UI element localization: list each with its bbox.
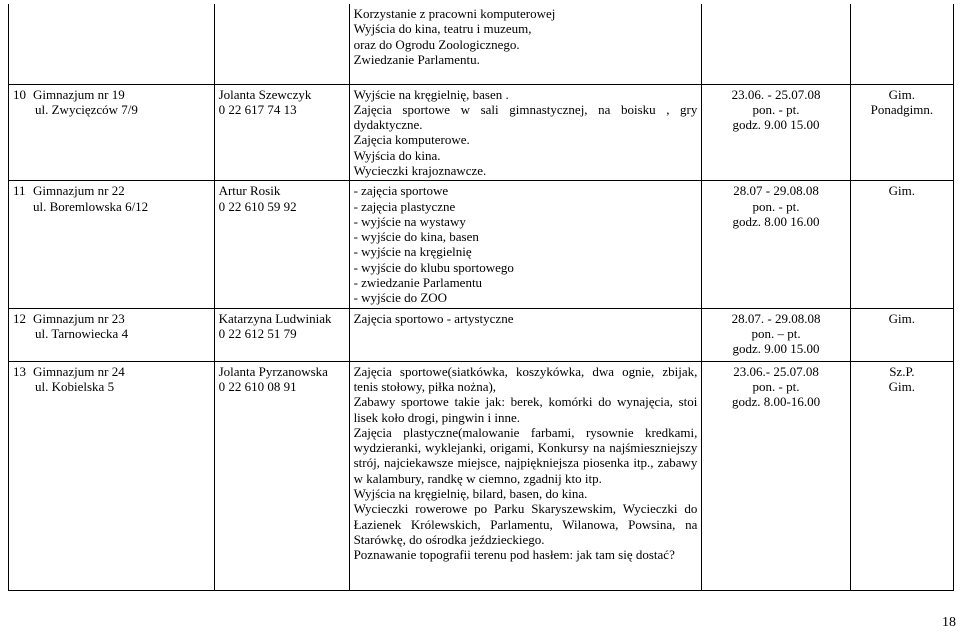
activity-line: Korzystanie z pracowni komputerowej bbox=[353, 6, 556, 21]
row-number: 12 bbox=[13, 310, 26, 326]
term-hours: godz. 8.00-16.00 bbox=[731, 394, 821, 410]
contact-phone: 0 22 610 08 91 bbox=[218, 378, 297, 394]
school-address: ul. Tarnowiecka 4 bbox=[35, 325, 129, 341]
term-cell bbox=[702, 361, 850, 590]
activity-line: - wyjście na kręgielnię bbox=[353, 244, 472, 260]
activity-line: - wyjście do kina, basen bbox=[353, 229, 479, 245]
activity-line: - wyjście do klubu sportowego bbox=[353, 259, 514, 275]
activity-line: Wyjścia do kina. bbox=[353, 147, 441, 163]
term-cell bbox=[702, 84, 850, 181]
school-type: Ponadgimn. bbox=[870, 101, 934, 117]
term-hours: godz. 9.00 15.00 bbox=[732, 341, 820, 357]
contact-cell bbox=[214, 361, 349, 590]
school-name: Gimnazjum nr 24 bbox=[33, 363, 125, 379]
term-cell bbox=[702, 181, 850, 308]
contact-person: Katarzyna Ludwiniak bbox=[218, 310, 332, 326]
school-name: Gimnazjum nr 22 bbox=[33, 183, 125, 199]
type-cell bbox=[850, 84, 953, 181]
contact-person: Jolanta Szewczyk bbox=[218, 86, 312, 102]
term-hours: godz. 9.00 15.00 bbox=[732, 117, 820, 133]
type-cell bbox=[850, 181, 953, 308]
term-hours: godz. 8.00 16.00 bbox=[732, 213, 820, 229]
contact-cell bbox=[214, 181, 349, 308]
school-address: ul. Kobielska 5 bbox=[35, 378, 115, 394]
activity-line: Zabawy sportowe takie jak: berek, komórki do wynajęcia, stoi lisek koło drogi, pingwin i inne. bbox=[353, 394, 698, 425]
row-number: 10 bbox=[13, 86, 26, 102]
school-address: ul. Zwycięzców 7/9 bbox=[35, 101, 138, 117]
table-row bbox=[9, 308, 954, 361]
school-name: Gimnazjum nr 23 bbox=[33, 310, 125, 326]
activity-line: Zajęcia plastyczne(malowanie farbami, rysownie kredkami, wydzieranki, wyklejanki, origami, Konkursy na najśmieszniejszy strój, najciekawsze miejsce, najpiękniejsza piosenka itp., zabawy w kalambury, randkę w ciemno, zgadnij kto itp. bbox=[353, 424, 698, 486]
contact-phone: 0 22 612 51 79 bbox=[218, 325, 297, 341]
cell-empty bbox=[214, 4, 349, 84]
school-type: Gim. bbox=[888, 378, 916, 394]
term-days: pon. – pt. bbox=[751, 325, 801, 341]
activities-cell bbox=[349, 4, 702, 84]
activity-line: Wycieczki krajoznawcze. bbox=[353, 162, 487, 178]
activity-line: - zajęcia sportowe bbox=[353, 183, 449, 199]
table-row-continued bbox=[9, 4, 954, 84]
term-days: pon. - pt. bbox=[752, 378, 800, 394]
school-type: Gim. bbox=[888, 183, 916, 199]
term-dates: 23.06.- 25.07.08 bbox=[733, 363, 819, 379]
activity-line: Zajęcia komputerowe. bbox=[353, 132, 470, 148]
school-type: Gim. bbox=[888, 86, 916, 102]
activity-line: - zajęcia plastyczne bbox=[353, 198, 456, 214]
activity-line: Wyjścia na kręgielnię, bilard, basen, do kina. bbox=[353, 486, 588, 502]
school-type: Gim. bbox=[888, 310, 916, 326]
activity-line: Zwiedzanie Parlamentu. bbox=[353, 51, 480, 67]
activity-line: - wyjście na wystawy bbox=[353, 213, 466, 229]
contact-phone: 0 22 617 74 13 bbox=[218, 101, 297, 117]
activity-line: Wyjście na kręgielnię, basen . bbox=[353, 86, 509, 102]
contact-person: Jolanta Pyrzanowska bbox=[218, 363, 328, 379]
term-days: pon. - pt. bbox=[752, 101, 800, 117]
cell-empty bbox=[9, 4, 215, 84]
term-dates: 28.07 - 29.08.08 bbox=[733, 183, 819, 199]
contact-cell bbox=[214, 84, 349, 181]
type-cell bbox=[850, 308, 953, 361]
schedule-table bbox=[8, 4, 954, 591]
activity-line: Zajęcia sportowe w sali gimnastycznej, na boisku , gry dydaktyczne. bbox=[353, 101, 698, 133]
school-cell bbox=[9, 308, 215, 361]
activity-line: - wyjście do ZOO bbox=[353, 290, 448, 306]
cell-empty bbox=[850, 4, 953, 84]
term-dates: 23.06. - 25.07.08 bbox=[731, 86, 821, 102]
activities-cell bbox=[349, 308, 702, 361]
activity-line: Wyjścia do kina, teatru i muzeum, bbox=[353, 21, 532, 37]
contact-person: Artur Rosik bbox=[218, 183, 281, 199]
school-address: ul. Boremlowska 6/12 bbox=[33, 198, 149, 214]
cell-empty bbox=[702, 4, 850, 84]
activity-line: Zajęcia sportowe(siatkówka, koszykówka, dwa ognie, zbijak, tenis stołowy, piłka nożna), bbox=[353, 363, 698, 394]
row-number: 13 bbox=[13, 363, 26, 379]
table-row bbox=[9, 84, 954, 181]
page-number: 18 bbox=[942, 615, 956, 630]
activities-cell bbox=[349, 361, 702, 590]
activity-line: oraz do Ogrodu Zoologicznego. bbox=[353, 36, 520, 52]
table-row bbox=[9, 181, 954, 308]
school-cell bbox=[9, 181, 215, 308]
term-cell bbox=[702, 308, 850, 361]
activity-line: - zwiedzanie Parlamentu bbox=[353, 275, 483, 291]
school-type: Sz.P. bbox=[889, 363, 915, 379]
row-number: 11 bbox=[13, 183, 26, 199]
contact-phone: 0 22 610 59 92 bbox=[218, 198, 297, 214]
school-cell bbox=[9, 84, 215, 181]
type-cell bbox=[850, 361, 953, 590]
school-name: Gimnazjum nr 19 bbox=[33, 86, 125, 102]
activities-cell bbox=[349, 84, 702, 181]
term-dates: 28.07. - 29.08.08 bbox=[731, 310, 821, 326]
contact-cell bbox=[214, 308, 349, 361]
activity-line: Zajęcia sportowo - artystyczne bbox=[353, 310, 514, 326]
school-cell bbox=[9, 361, 215, 590]
activity-line: Poznawanie topografii terenu pod hasłem: jak tam się dostać? bbox=[353, 547, 675, 563]
term-days: pon. - pt. bbox=[752, 198, 800, 214]
activity-line: Wycieczki rowerowe po Parku Skaryszewskim, Wycieczki do Łazienek Królewskich, Parlamentu, Wilanowa, Powsina, na Starówkę, do ośrodka jeździeckiego. bbox=[353, 501, 698, 547]
table-row bbox=[9, 361, 954, 590]
activities-cell bbox=[349, 181, 702, 308]
